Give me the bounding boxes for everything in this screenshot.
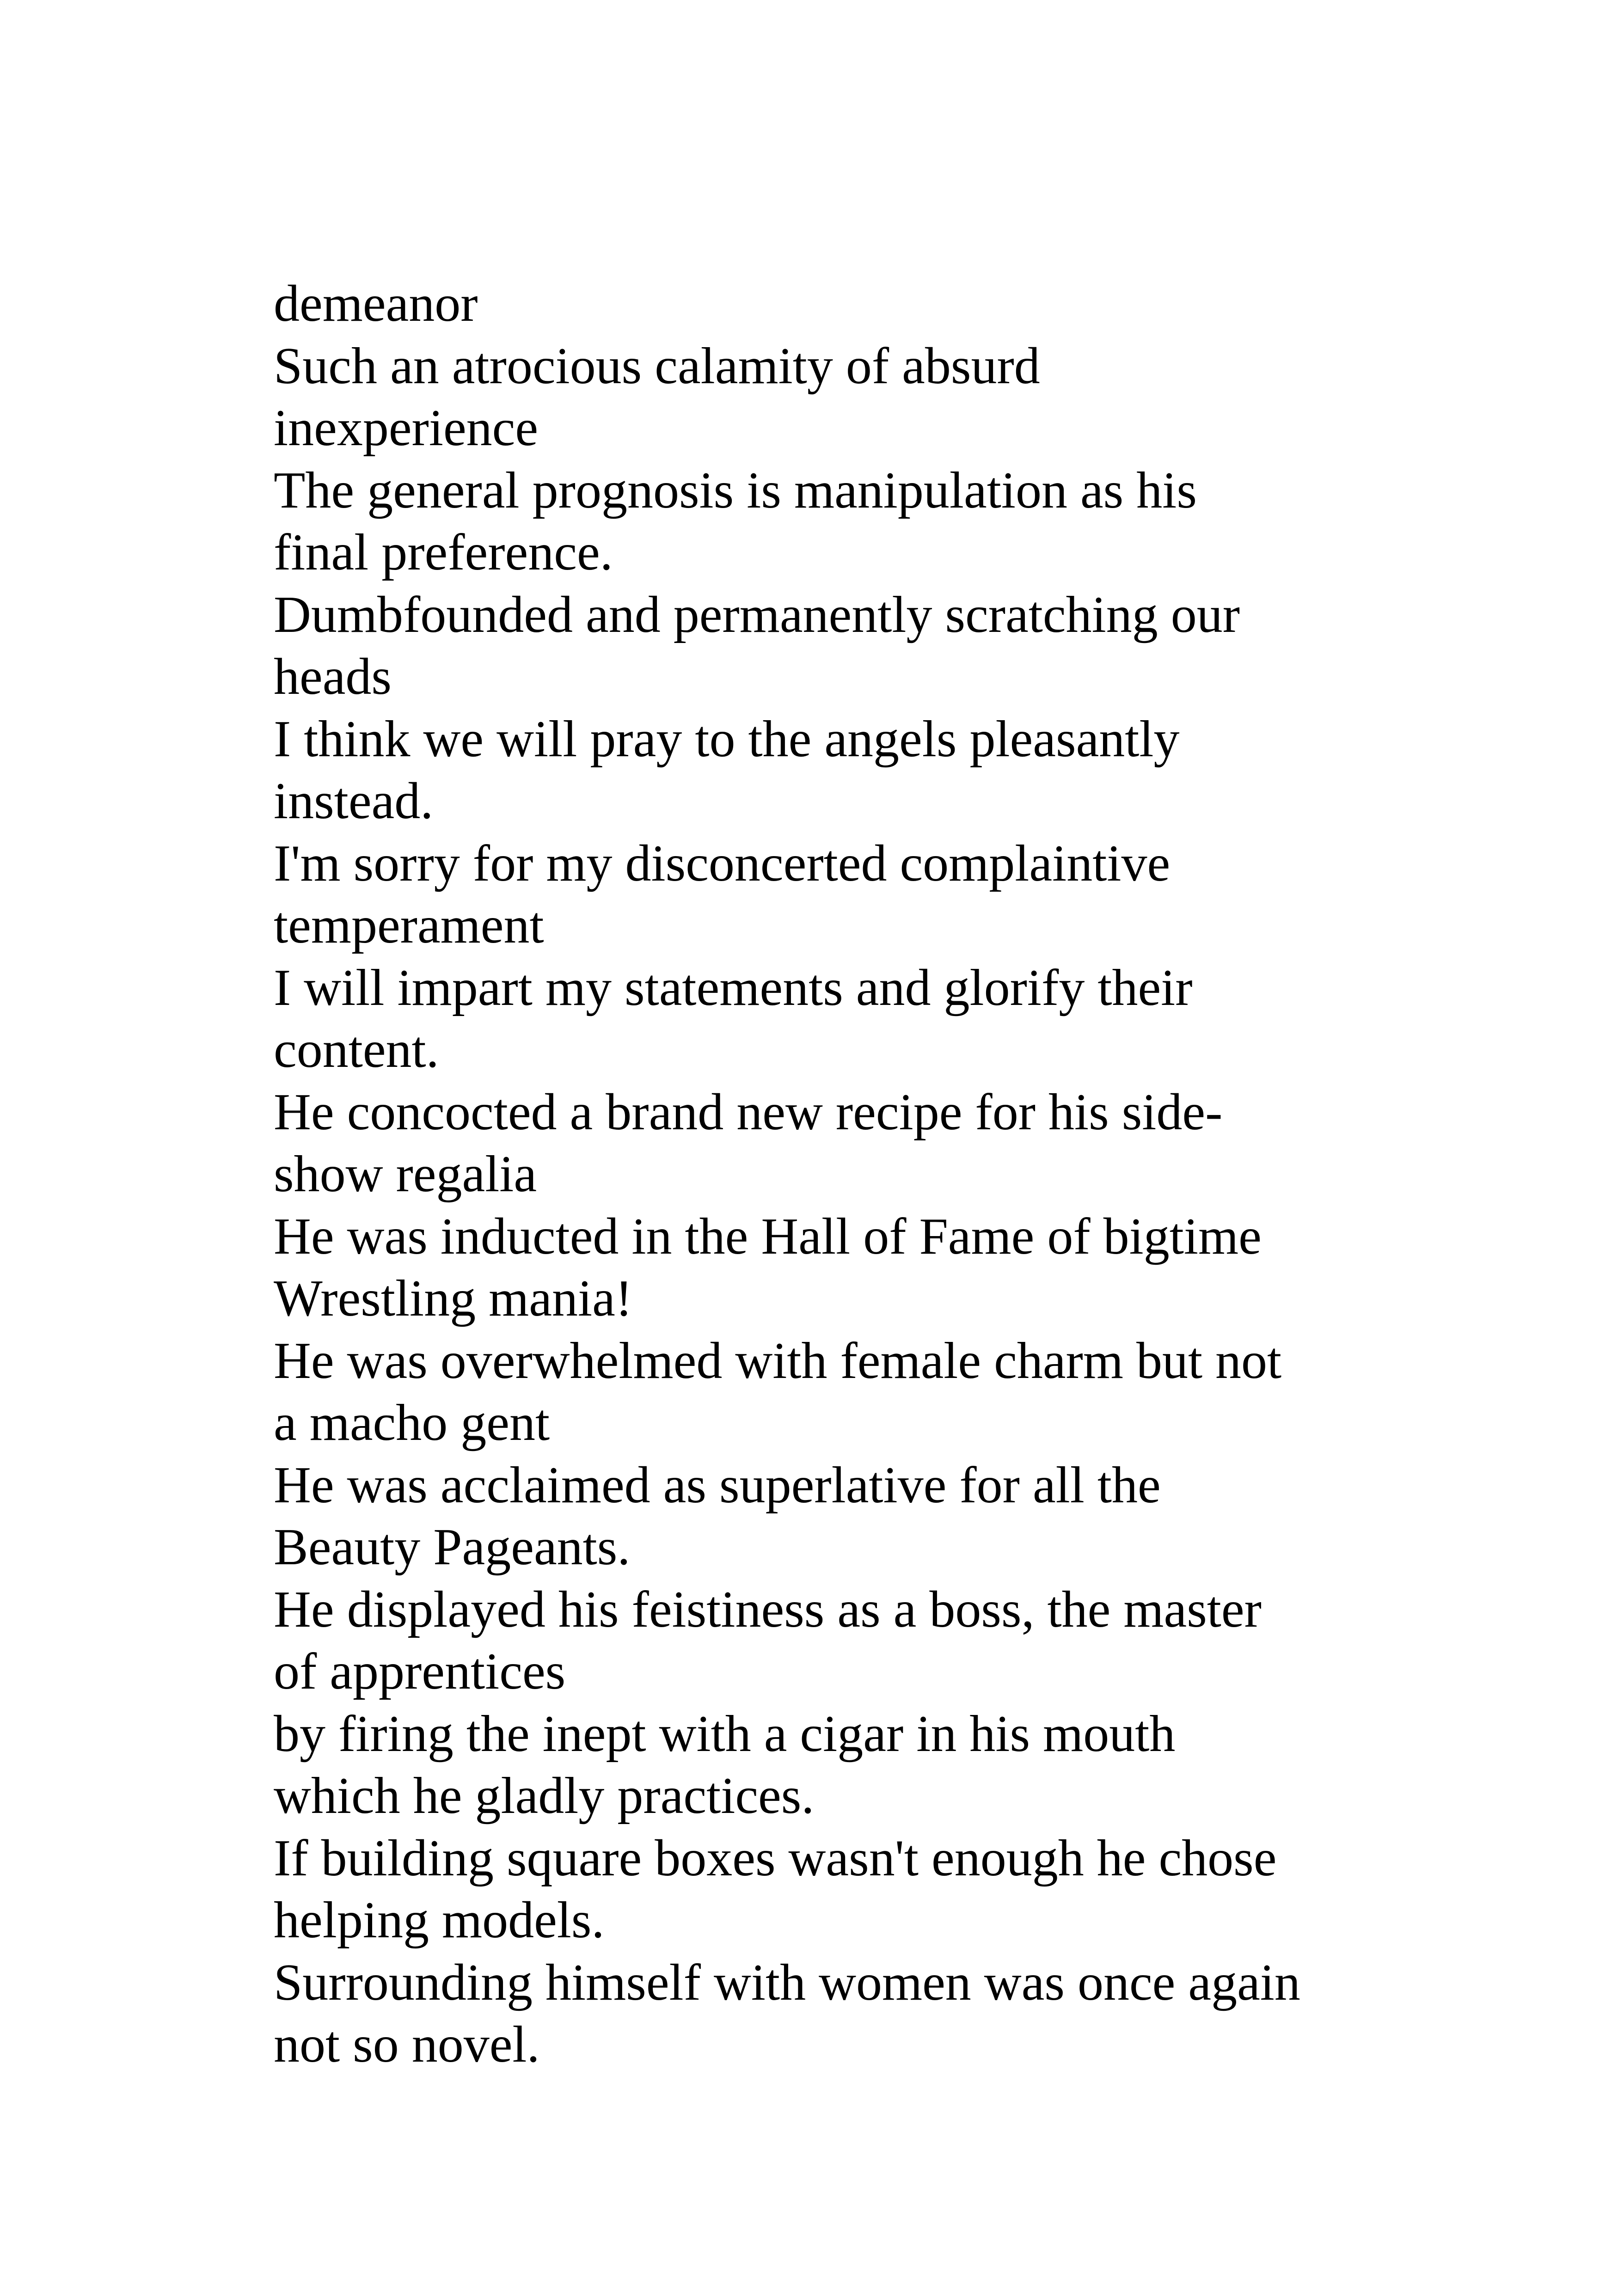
text-line: final preference. [274,524,613,581]
text-line: which he gladly practices. [274,1767,815,1825]
text-line: not so novel. [274,2016,540,2073]
text-line: temperament [274,897,544,954]
text-line: He was overwhelmed with female charm but not [274,1332,1282,1390]
text-line: Wrestling mania! [274,1270,633,1327]
text-line: He was inducted in the Hall of Fame of bigtime [274,1207,1262,1265]
poem-text-block [274,273,1596,2076]
text-line: He displayed his feistiness as a boss, the master [274,1580,1262,1638]
text-line: If building square boxes wasn't enough he chose [274,1829,1277,1887]
text-line: He concocted a brand new recipe for his side- [274,1083,1223,1141]
text-line: inexperience [274,399,539,457]
text-line: content. [274,1021,439,1078]
text-line: The general prognosis is manipulation as his [274,461,1197,519]
text-line: I think we will pray to the angels pleasantly [274,710,1180,768]
text-line: a macho gent [274,1394,550,1451]
text-line: instead. [274,772,434,830]
text-line: demeanor [274,275,478,332]
text-line: Beauty Pageants. [274,1518,631,1576]
text-line: show regalia [274,1145,537,1203]
text-line: I will impart my statements and glorify their [274,959,1193,1016]
text-line: I'm sorry for my disconcerted complaintive [274,834,1171,892]
text-line: Surrounding himself with women was once again [274,1953,1300,2011]
text-line: heads [274,648,392,705]
text-line: by firing the inept with a cigar in his mouth [274,1705,1176,1763]
text-line: Dumbfounded and permanently scratching our [274,586,1240,643]
text-line: Such an atrocious calamity of absurd [274,337,1040,395]
text-line: He was acclaimed as superlative for all the [274,1456,1161,1514]
text-line: helping models. [274,1892,605,1949]
text-line: of apprentices [274,1643,566,1700]
